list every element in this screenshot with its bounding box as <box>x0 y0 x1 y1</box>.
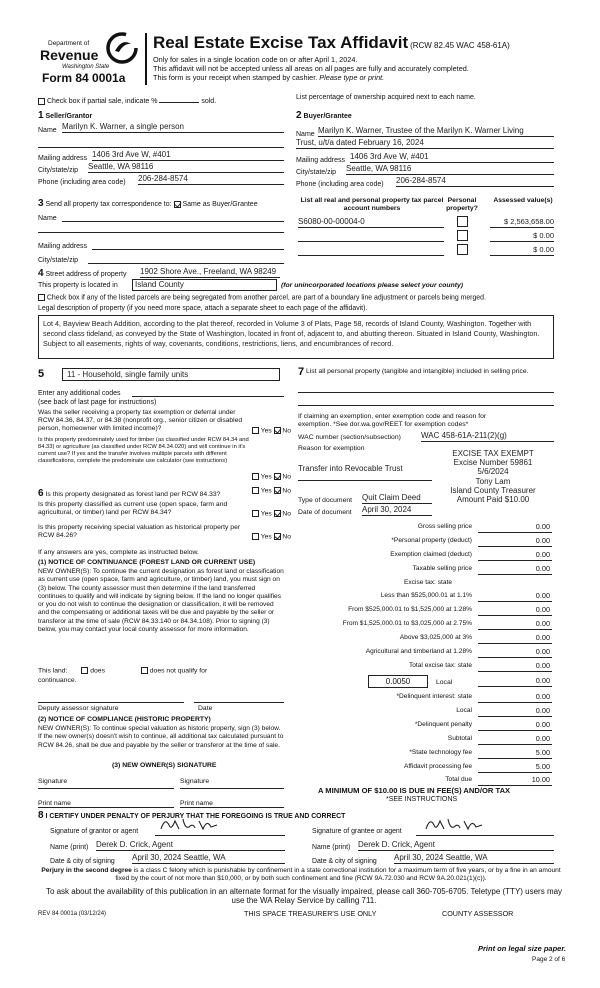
correspondence-heading <box>38 198 258 210</box>
calc-row <box>296 763 552 773</box>
timber-no-label: No <box>282 473 291 481</box>
parcel-personal-checkbox-1[interactable] <box>457 216 468 227</box>
parcels-col-personal: Personal property? <box>446 197 478 213</box>
form-title: Real Estate Excise Tax Affidavit <box>153 33 409 52</box>
stamp-line-2: Excise Number 59861 <box>453 458 533 468</box>
seller-city-label: City/state/zip <box>38 167 79 174</box>
seller-name-label: Name <box>38 127 57 134</box>
treasurer-stamp <box>432 449 554 504</box>
calc-row <box>296 634 552 644</box>
parcels-col-number: List all real and personal property tax parcel account numbers <box>300 197 444 213</box>
segregated-row <box>38 294 486 303</box>
notice-continuance-text: NEW OWNER(S): To continue the current designation as forest land or classification as current use (open space, farm and agriculture, or timber) land, you must sign on (3) below. The county assessor must then determine if the land transferred continues to qualify and will indicate by signing below. If the land no longer qualifies or you do not wish to continue the designation or classification, it will be removed and the compensating or additional taxes will be due and payable by the seller or transferor at the time of sale (RCW 84.33.140 or 84.34.108). Prior to signing (3) below, you may contact your local county assessor for more information. <box>38 568 284 634</box>
partial-sale-label-post: sold. <box>201 98 217 105</box>
calc-label: *Personal property (deduct) <box>391 537 472 544</box>
calc-label: *Delinquent penalty <box>414 721 472 728</box>
header-note-2: This affidavit will not be accepted unless all areas on all pages are fully and accurately completed. <box>153 64 469 73</box>
calc-value[interactable]: 0.00 <box>478 721 552 731</box>
buyer-city-field[interactable]: Seattle, WA 98116 <box>346 164 554 175</box>
continuance-label: continuance. <box>38 677 77 684</box>
calc-label: Taxable selling price <box>412 565 472 572</box>
buyer-phone-label: Phone (including area code) <box>296 181 384 188</box>
deputy-signature-label: Deputy assessor signature <box>38 705 119 712</box>
calc-label: From $525,000.01 to $1,525,000 at 1.28% <box>348 606 472 613</box>
forest-no-label: No <box>282 487 291 495</box>
calc-label: Subtotal <box>447 735 472 742</box>
grantee-name-label: Name (print) <box>312 844 351 851</box>
deputy-date-label: Date <box>198 705 213 712</box>
current-use-yes-checkbox[interactable] <box>252 510 259 517</box>
seller-mailing-field[interactable]: 1406 3rd Ave W, #401 <box>92 150 284 161</box>
notice-compliance-text: NEW OWNER(S): To continue special valuation as historic property, sign (3) below. If the new owner(s) doesn't wish to continue, all additional tax calculated pursuant to RCW 84.26, shall be due and payable by the seller or transferor at the time of sale. <box>38 725 284 749</box>
exemption-code-note: If claiming an exemption, enter exemption code and reason for exemption. *See dor.wa.gov/REET for exemption codes* <box>298 413 487 429</box>
exemption-yes-label: Yes <box>260 427 272 435</box>
current-use-no-checkbox[interactable] <box>274 510 281 517</box>
buyer-city-label: City/state/zip <box>296 169 337 176</box>
segregated-checkbox[interactable] <box>38 294 45 301</box>
exemption-no-checkbox[interactable] <box>274 427 281 434</box>
grantee-date-field[interactable]: April 30, 2024 Seattle, WA <box>394 853 554 864</box>
grantor-signature-label: Signature of grantor or agent <box>50 828 139 835</box>
segregated-label: Check box if any of the listed parcels are being segregated from another parcel, are part of a boundary line adjustment or parcels being merged. <box>46 294 486 302</box>
grantor-name-field[interactable]: Derek D. Crick, Agent <box>96 840 285 851</box>
forest-no-checkbox[interactable] <box>274 487 281 494</box>
same-as-buyer-checkbox[interactable] <box>174 201 181 208</box>
calc-row <box>296 662 552 672</box>
owner-print-label-2: Print name <box>180 800 213 807</box>
this-land-row <box>38 667 207 675</box>
dept-line3: Washington State <box>62 64 110 70</box>
notice-compliance-title: (2) NOTICE OF COMPLIANCE (HISTORIC PROPERTY) <box>38 716 211 723</box>
historic-yes-label: Yes <box>260 533 272 541</box>
grantor-name-label: Name (print) <box>50 844 89 851</box>
calc-value[interactable]: 0.00 <box>478 565 552 575</box>
form-title-ref: (RCW 82.45 WAC 458-61A) <box>410 41 510 50</box>
parcel-value-field-1[interactable]: $ 2,563,658.00 <box>490 217 554 228</box>
header-note-1: Only for sales in a single location code on or after April 1, 2024. <box>153 55 358 64</box>
historic-no-checkbox[interactable] <box>274 533 281 540</box>
historic-answer-row <box>252 533 291 541</box>
grantee-signature-icon <box>422 815 492 833</box>
doc-type-label: Type of document <box>298 497 353 504</box>
calc-row <box>296 749 552 759</box>
header-divider <box>145 33 147 85</box>
legal-paper-note: Print on legal size paper. <box>478 944 566 953</box>
treasurer-use-label: THIS SPACE TREASURER'S USE ONLY <box>244 909 377 918</box>
alt-format-notice: To ask about the availability of this publication in an alternate format for the visually impaired, please call 360-705-6705. Teletype (TTY) users may use the WA Relay Service by calling 711. <box>45 887 563 906</box>
forest-question: Is this property designated as forest land per RCW 84.33? <box>45 491 221 498</box>
calc-value[interactable]: 0.00 <box>478 662 552 672</box>
correspondence-city-label: City/state/zip <box>38 257 79 264</box>
forest-question-row <box>38 488 220 500</box>
doc-date-field[interactable]: April 30, 2024 <box>362 505 432 516</box>
historic-no-label: No <box>282 533 291 541</box>
perjury-notice <box>36 867 566 883</box>
seller-phone-field[interactable]: 206-284-8574 <box>138 174 284 185</box>
current-use-answer-row <box>252 510 291 518</box>
local-value-field[interactable]: 0.00 <box>478 677 552 687</box>
deputy-date-field[interactable] <box>194 694 284 703</box>
calc-row <box>296 707 552 717</box>
property-street-field[interactable]: 1902 Shore Ave., Freeland, WA 98249 <box>140 267 280 278</box>
personal-property-line-2[interactable] <box>298 405 554 406</box>
calc-value[interactable]: 0.00 <box>478 707 552 717</box>
additional-codes-note: (see back of last page for instructions) <box>38 399 157 406</box>
owner-signature-label-2: Signature <box>180 778 210 785</box>
perjury-notice-text: is a class C felony which is punishable by confinement in a state correctional institution for a maximum term of five years, or by a fine in an amount fixed by the court of not more than $10,000, or by both such confinement and fine (RCW 9A.72.030 and RCW 9A.20.021(1)(c)). <box>115 867 561 883</box>
deputy-signature-field[interactable] <box>38 694 184 703</box>
stamp-line-6: Amount Paid $10.00 <box>456 494 530 504</box>
calc-row <box>296 648 552 658</box>
calc-row <box>296 776 552 786</box>
parcel-personal-checkbox-2[interactable] <box>457 230 468 241</box>
calc-value[interactable]: 0.00 <box>478 620 552 630</box>
section6-number: 6 <box>38 488 44 499</box>
partial-sale-checkbox[interactable] <box>38 98 45 105</box>
buyer-name-field-1[interactable]: Marilyn K. Warner, Trustee of the Marilyn K. Warner Living <box>318 126 554 137</box>
form-title-row <box>153 33 510 53</box>
additional-codes-label: Enter any additional codes <box>38 390 121 397</box>
seller-section-number: 1 <box>38 110 44 121</box>
calc-row <box>296 606 552 616</box>
calc-value[interactable]: 0.00 <box>478 523 552 533</box>
reason-field[interactable]: Transfer into Revocable Trust <box>298 464 403 473</box>
timber-question: Is this property predominately used for timber (as classified under RCW 84.34 and 84.33) or agriculture (as classified under RCW 84.34.020) and will continue in it's current use? If yes and the transfer involves multiple parcels with different classifications, complete the predominate use calculator (see instructions) <box>38 437 249 465</box>
grantee-signature-label: Signature of grantee or agent <box>312 828 402 835</box>
buyer-mailing-field[interactable]: 1406 3rd Ave W, #401 <box>350 152 554 163</box>
parcel-value-field-3[interactable]: $ 0.00 <box>490 245 554 256</box>
correspondence-label: Send all property tax correspondence to: <box>45 201 172 208</box>
section7-number: 7 <box>298 366 305 378</box>
personal-property-line-1[interactable] <box>298 392 554 393</box>
seller-mailing-label: Mailing address <box>38 155 88 162</box>
parcel-personal-checkbox-3[interactable] <box>457 244 468 255</box>
section6-note: If any answers are yes, complete as instructed below. <box>38 549 199 556</box>
same-as-buyer-label: Same as Buyer/Grantee <box>182 201 258 208</box>
buyer-name-label: Name <box>296 131 315 138</box>
calc-label: Affidavit processing fee <box>403 763 472 770</box>
buyer-phone-field[interactable]: 206-284-8574 <box>396 176 554 187</box>
header-note-3-em: Please type or print. <box>319 73 385 82</box>
calc-row <box>296 537 552 547</box>
forest-answer-row <box>252 487 291 495</box>
doc-date-label: Date of document <box>298 509 352 516</box>
exemption-no-label: No <box>282 427 291 435</box>
correspondence-name-field[interactable] <box>62 212 284 222</box>
county-assessor-label: COUNTY ASSESSOR <box>442 909 514 918</box>
seller-section-label: Seller/Grantor <box>45 113 93 120</box>
local-rate-label: Local <box>436 679 453 686</box>
correspondence-city-field[interactable] <box>88 254 284 264</box>
stamp-line-3: 5/6/2024 <box>477 467 509 477</box>
calc-label: Total due <box>445 776 472 783</box>
calc-value[interactable]: 0.00 <box>478 551 552 561</box>
timber-answer-row <box>252 473 291 481</box>
property-street-label: Street address of property <box>45 271 127 278</box>
grantor-date-field[interactable]: April 30, 2024 Seattle, WA <box>132 853 285 864</box>
buyer-name-field-2[interactable]: Trust, u/t/a dated February 16, 2024 <box>296 138 554 149</box>
calc-label: Exemption claimed (deduct) <box>390 551 472 558</box>
buyer-heading <box>296 110 352 122</box>
partial-sale-percent-input[interactable] <box>159 95 199 103</box>
local-rate-field[interactable]: 0.0050 <box>368 675 428 688</box>
calc-row <box>296 693 552 703</box>
dept-line1: Department of <box>48 40 90 47</box>
calc-value[interactable]: 0.00 <box>478 592 552 602</box>
parcels-col-value: Assessed value(s) <box>493 197 553 204</box>
see-instructions-note: *SEE INSTRUCTIONS <box>386 796 458 803</box>
property-located-note: (for unincorporated locations please select your county) <box>281 282 464 289</box>
seller-heading <box>38 110 92 122</box>
grantor-signature-icon <box>157 815 227 833</box>
grantee-date-label: Date & city of signing <box>312 858 377 865</box>
forest-yes-checkbox[interactable] <box>252 487 259 494</box>
seller-name-field[interactable]: Marilyn K. Warner, a single person <box>62 122 284 133</box>
timber-yes-label: Yes <box>260 473 272 481</box>
calc-row <box>296 579 552 589</box>
historic-question: Is this property receiving special valuation as historical property per RCW 84.26? <box>38 524 241 540</box>
page-number: Page 2 of 6 <box>532 956 566 963</box>
correspondence-mailing-label: Mailing address <box>38 243 88 250</box>
personal-property-label: List all personal property (tangible and intangible) included in selling price. <box>306 368 529 375</box>
current-use-no-label: No <box>282 510 291 518</box>
additional-codes-field[interactable] <box>132 388 284 397</box>
grantor-signature-field[interactable] <box>155 821 285 836</box>
this-land-label: This land: <box>38 667 68 675</box>
property-street-row <box>38 268 126 280</box>
grantee-signature-field[interactable] <box>416 821 554 836</box>
partial-sale-row <box>38 95 216 106</box>
dept-line2: Revenue <box>40 47 99 63</box>
grantor-date-label: Date & city of signing <box>50 858 115 865</box>
calc-label: Local <box>456 707 472 714</box>
parcel-number-field-3[interactable] <box>298 245 444 256</box>
stamp-line-1: EXCISE TAX EXEMPT <box>452 449 534 458</box>
calc-row <box>296 735 552 745</box>
buyer-section-label: Buyer/Grantee <box>303 113 352 120</box>
calc-row <box>296 565 552 575</box>
correspondence-blank-line <box>38 232 284 233</box>
header-note-3: This form is your receipt when stamped by cashier. <box>153 73 318 82</box>
calc-label: Total excise tax: state <box>408 662 472 669</box>
wac-label: WAC number (section/subsection) <box>298 434 401 441</box>
grantee-name-field[interactable]: Derek D. Crick, Agent <box>358 840 554 851</box>
calc-value[interactable]: 0.00 <box>478 606 552 616</box>
calc-value[interactable]: 0.00 <box>478 735 552 745</box>
calc-row <box>296 592 552 602</box>
exemption-answer-row <box>252 427 291 435</box>
current-use-yes-label: Yes <box>260 510 272 518</box>
land-does-not-label: does not qualify for <box>149 667 208 675</box>
calc-value[interactable]: 5.00 <box>478 763 552 773</box>
doc-type-field[interactable]: Quit Claim Deed <box>362 493 432 504</box>
calc-row <box>296 523 552 533</box>
timber-yes-checkbox[interactable] <box>252 473 259 480</box>
property-county-select[interactable]: Island County <box>132 279 277 291</box>
calc-label: Less than $525,000.01 at 1.1% <box>380 592 472 599</box>
calc-value[interactable]: 10.00 <box>478 776 552 786</box>
property-section-number: 4 <box>38 268 44 279</box>
new-owner-signature-title: (3) NEW OWNER(S) SIGNATURE <box>112 762 217 769</box>
use-code-section-number: 5 <box>38 368 45 380</box>
perjury-notice-bold: Perjury in the second degree <box>41 867 132 874</box>
calc-label: Gross selling price <box>417 523 472 530</box>
parcel-value-field-2[interactable]: $ 0.00 <box>490 231 554 242</box>
correspondence-mailing-field[interactable] <box>92 240 284 250</box>
ownership-note: List percentage of ownership acquired next to each name. <box>296 94 476 101</box>
section8-number: 8 <box>38 810 44 821</box>
calc-row <box>296 620 552 630</box>
land-does-label: does <box>90 667 105 675</box>
parcel-number-field-2[interactable] <box>298 231 444 242</box>
partial-sale-label: Check box if partial sale, indicate % <box>46 98 158 105</box>
minimum-due-note: A MINIMUM OF $10.00 IS DUE IN FEE(S) AND/OR TAX <box>318 786 511 795</box>
buyer-section-number: 2 <box>296 110 302 121</box>
land-does-not-checkbox[interactable] <box>141 667 148 674</box>
seller-phone-label: Phone (including area code) <box>38 179 126 186</box>
header-note-3-row <box>153 74 384 83</box>
legal-description-label: Legal description of property (if you need more space, attach a separate sheet to each page of the affidavit). <box>38 305 368 312</box>
form-number: Form 84 0001a <box>42 71 126 85</box>
reason-label: Reason for exemption <box>298 445 365 452</box>
reason-line <box>298 480 432 481</box>
calc-label: Agricultural and timberland at 1.28% <box>365 648 472 655</box>
land-does-checkbox[interactable] <box>81 667 88 674</box>
calc-label: Above $3,025,000 at 3% <box>399 634 472 641</box>
calc-value[interactable]: 0.00 <box>478 648 552 658</box>
stamp-line-4: Tony Lam <box>475 476 511 486</box>
timber-no-checkbox[interactable] <box>274 473 281 480</box>
notice-continuance-title: (1) NOTICE OF CONTINUANCE (FOREST LAND OR CURRENT USE) <box>38 559 256 566</box>
buyer-mailing-label: Mailing address <box>296 157 346 164</box>
exemption-question: Was the seller receiving a property tax exemption or deferral under RCW 84.36, 84.37, or 84.38 (nonprofit org., senior citizen or disabled person, homeowner with limited income)? <box>38 409 243 433</box>
calc-value[interactable]: 0.00 <box>478 634 552 644</box>
stamp-line-5: Island County Treasurer <box>450 485 536 495</box>
exemption-yes-checkbox[interactable] <box>252 427 259 434</box>
calc-row <box>296 551 552 561</box>
seller-blank-line <box>38 147 284 148</box>
forest-yes-label: Yes <box>260 487 272 495</box>
property-located-label: This property is located in <box>38 282 118 289</box>
calc-label: From $1,525,000.01 to $3,025,000 at 2.75% <box>342 620 472 627</box>
calc-label: *Delinquent interest: state <box>396 693 472 700</box>
calc-value[interactable]: 0.00 <box>478 537 552 547</box>
owner-print-label-1: Print name <box>38 800 71 807</box>
certify-statement: I CERTIFY UNDER PENALTY OF PERJURY THAT THE FOREGOING IS TRUE AND CORRECT <box>45 813 346 820</box>
calc-value[interactable]: 0.00 <box>478 693 552 703</box>
rev-number: REV 84 0001a (03/12/24) <box>38 911 107 917</box>
parcel-number-field-1[interactable]: S6080-00-00004-0 <box>298 217 444 228</box>
correspondence-name-label: Name <box>38 215 57 222</box>
legal-description-field[interactable]: Lot 4, Bayview Beach Addition, according to the plat thereof, recorded in Volume 3 of Plats, Page 58, records of Island County, Washington. Together with second class tideland, as conveyed by the State of Washington, located in front of, adjacent to, and abutting thereon. Situated in Island County, Washington. Subject to all easements, rights of way, covenants, conditions, restrictions, liens, and encumbrances of record. <box>38 315 554 359</box>
calc-label: Excise tax: state <box>403 579 452 586</box>
calc-value[interactable]: 5.00 <box>478 749 552 759</box>
owner-signature-label-1: Signature <box>38 778 68 785</box>
historic-yes-checkbox[interactable] <box>252 533 259 540</box>
current-use-question: Is this property classified as current use (open space, farm and agricultural, or timber) land per RCW 84.34? <box>38 501 228 517</box>
wac-field[interactable]: WAC 458-61A-211(2)(g) <box>421 431 554 442</box>
calc-label: *State technology fee <box>409 749 472 756</box>
revenue-logo-icon <box>106 32 138 64</box>
correspondence-section-number: 3 <box>38 198 44 209</box>
use-code-select[interactable]: 11 - Household, single family units <box>62 368 280 381</box>
calc-row <box>296 721 552 731</box>
seller-city-field[interactable]: Seattle, WA 98116 <box>88 162 284 173</box>
